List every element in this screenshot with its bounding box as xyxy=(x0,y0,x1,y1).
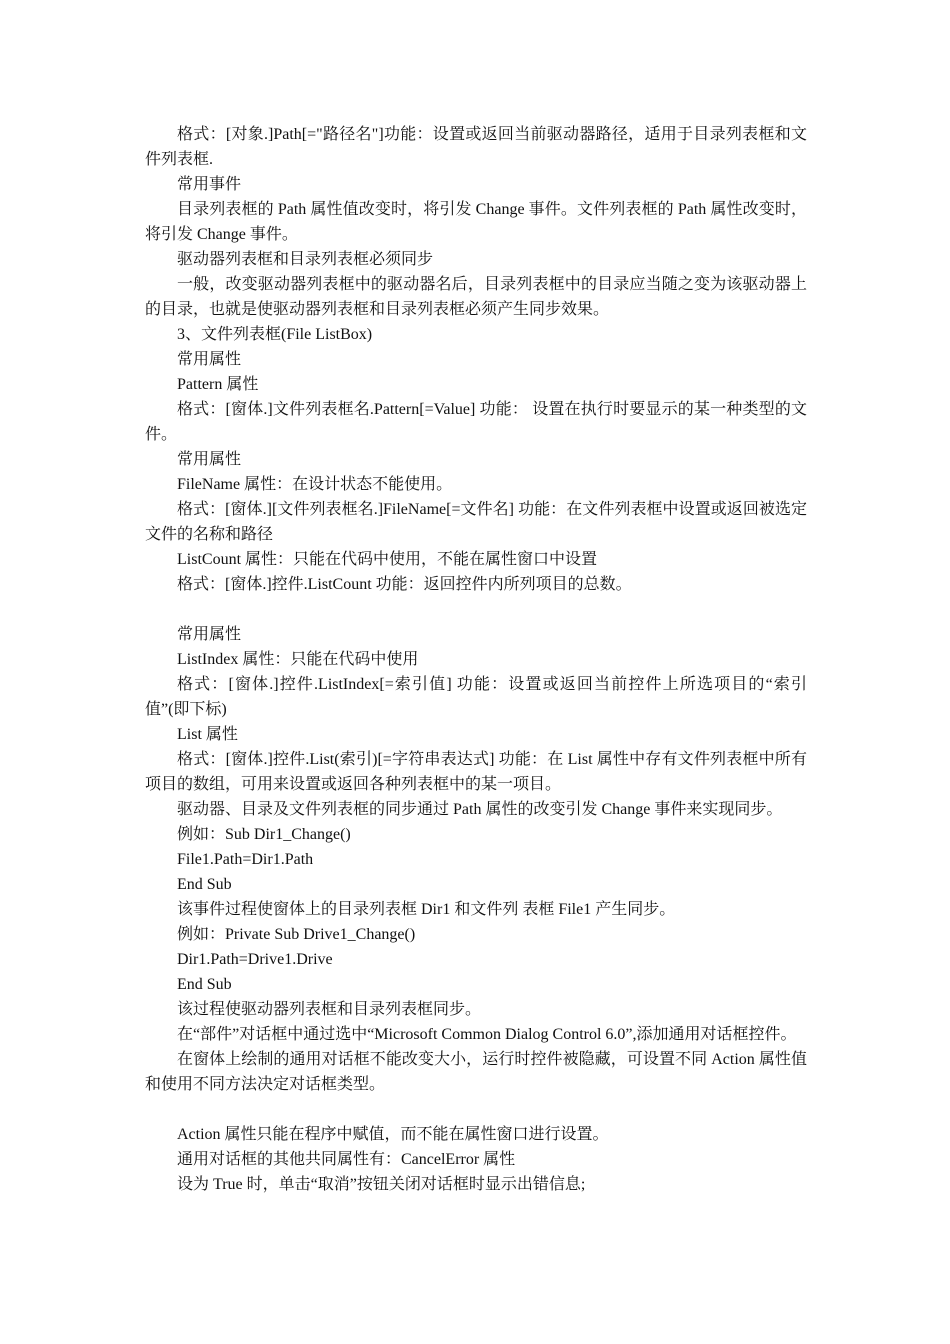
code-line: Dir1.Path=Drive1.Drive xyxy=(177,951,333,968)
paragraph: 格式：[窗体.][文件列表框名.]FileName[=文件名] 功能：在文件列表框中设置或返回被选定文件的名称和路径 xyxy=(145,501,807,543)
paragraph: Action 属性只能在程序中赋值，而不能在属性窗口进行设置。 xyxy=(177,1126,609,1143)
section-heading: 常用属性 xyxy=(177,626,242,643)
paragraph: 在窗体上绘制的通用对话框不能改变大小，运行时控件被隐藏，可设置不同 Action 属性值和使用不同方法决定对话框类型。 xyxy=(145,1051,807,1093)
section-heading: 3、文件列表框(File ListBox) xyxy=(177,326,373,343)
paragraph: 该过程使驱动器列表框和目录列表框同步。 xyxy=(177,1001,482,1018)
paragraph: 目录列表框的 Path 属性值改变时，将引发 Change 事件。文件列表框的 Path 属性改变时，将引发 Change 事件。 xyxy=(145,201,807,243)
section-heading: 驱动器列表框和目录列表框必须同步 xyxy=(177,251,434,268)
code-line: End Sub xyxy=(177,976,232,993)
paragraph: 格式：[窗体.]控件.ListIndex[=索引值] 功能：设置或返回当前控件上所选项目的“索引值”(即下标) xyxy=(145,676,807,718)
section-heading: 常用事件 xyxy=(177,176,242,193)
paragraph: 格式：[窗体.]控件.List(索引)[=字符串表达式] 功能：在 List 属性中存有文件列表框中所有项目的数组，可用来设置或返回各种列表框中的某一项目。 xyxy=(145,751,807,793)
paragraph: 设为 True 时，单击“取消”按钮关闭对话框时显示出错信息; xyxy=(177,1176,586,1193)
paragraph: 通用对话框的其他共同属性有：CancelError 属性 xyxy=(177,1151,516,1168)
blank-line xyxy=(145,1097,807,1122)
section-heading: 常用属性 xyxy=(177,351,242,368)
blank-line xyxy=(145,597,807,622)
paragraph: 在“部件”对话框中通过选中“Microsoft Common Dialog Control 6.0”,添加通用对话框控件。 xyxy=(177,1026,797,1043)
paragraph: ListIndex 属性：只能在代码中使用 xyxy=(177,651,419,668)
paragraph: 格式：[窗体.]控件.ListCount 功能：返回控件内所列项目的总数。 xyxy=(177,576,632,593)
document-page xyxy=(145,122,807,1197)
code-line: File1.Path=Dir1.Path xyxy=(177,851,314,868)
paragraph: Pattern 属性 xyxy=(177,376,259,393)
code-line: 例如：Sub Dir1_Change() xyxy=(177,826,351,843)
paragraph: 该事件过程使窗体上的目录列表框 Dir1 和文件列 表框 File1 产生同步。 xyxy=(177,901,676,918)
code-line: End Sub xyxy=(177,876,232,893)
paragraph: 格式：[窗体.]文件列表框名.Pattern[=Value] 功能： 设置在执行时要显示的某一种类型的文件。 xyxy=(145,401,807,443)
section-heading: 常用属性 xyxy=(177,451,242,468)
paragraph: 一般，改变驱动器列表框中的驱动器名后，目录列表框中的目录应当随之变为该驱动器上的目录，也就是使驱动器列表框和目录列表框必须产生同步效果。 xyxy=(145,276,807,318)
code-line: 例如：Private Sub Drive1_Change() xyxy=(177,926,416,943)
paragraph: 驱动器、目录及文件列表框的同步通过 Path 属性的改变引发 Change 事件来实现同步。 xyxy=(177,801,783,818)
paragraph: List 属性 xyxy=(177,726,238,743)
paragraph: FileName 属性：在设计状态不能使用。 xyxy=(177,476,453,493)
paragraph: 格式：[对象.]Path[="路径名"]功能：设置或返回当前驱动器路径，适用于目录列表框和文件列表框. xyxy=(145,126,807,168)
paragraph: ListCount 属性：只能在代码中使用，不能在属性窗口中设置 xyxy=(177,551,598,568)
